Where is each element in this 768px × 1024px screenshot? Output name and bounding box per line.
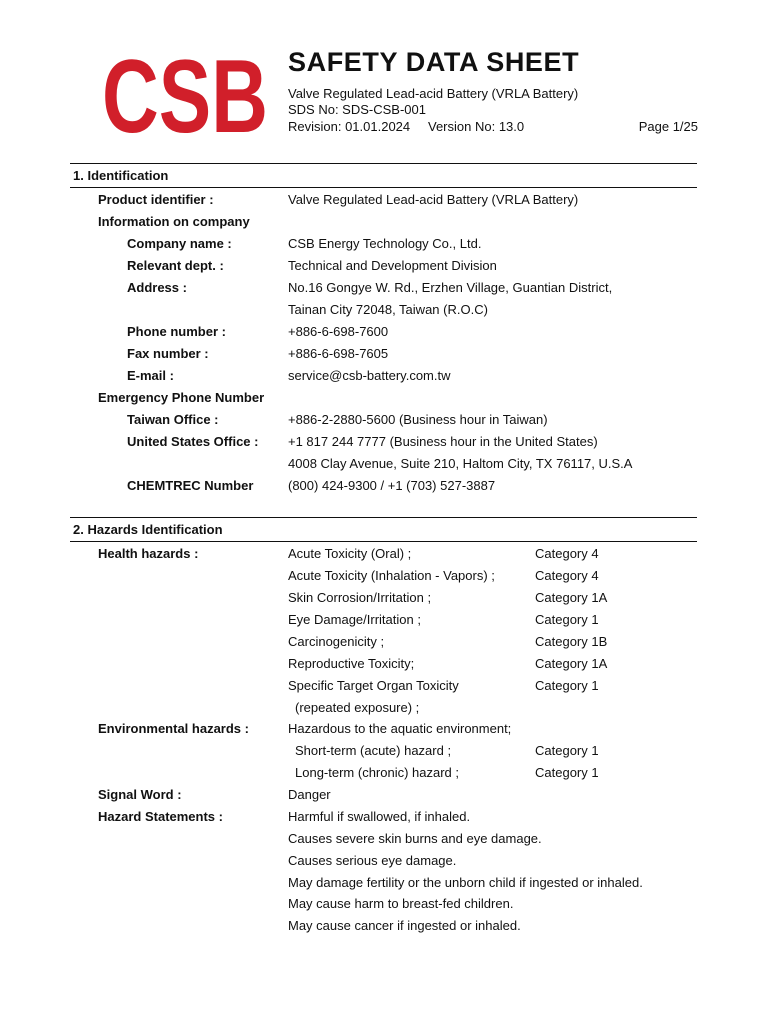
hazard-category: Category 4 — [535, 546, 599, 561]
hazard-row — [0, 743, 768, 765]
field-label: CHEMTREC Number — [127, 478, 254, 493]
hazard-row — [0, 700, 768, 722]
field-value: 4008 Clay Avenue, Suite 210, Haltom City, TX 76117, U.S.A — [288, 456, 633, 471]
hazard-class: (repeated exposure) ; — [295, 700, 420, 715]
sds-number: SDS No: SDS-CSB-001 — [288, 102, 426, 117]
hazard-row — [0, 612, 768, 634]
section-2-title: 2. Hazards Identification — [73, 522, 223, 537]
hazard-statement: May damage fertility or the unborn child if ingested or inhaled. — [288, 875, 643, 890]
field-label: Address : — [127, 280, 187, 295]
hazard-row — [0, 896, 768, 918]
version-number: Version No: 13.0 — [428, 119, 525, 134]
field-label: Company name : — [127, 236, 232, 251]
svg-text:CSB: CSB — [102, 39, 268, 155]
page-number: Page 1/25 — [638, 119, 698, 134]
hazard-category: Category 1B — [535, 634, 608, 649]
field-value: +886-6-698-7600 — [288, 324, 389, 339]
hazard-category: Category 1A — [535, 656, 608, 671]
field-label: Taiwan Office : — [127, 412, 219, 427]
section-divider — [70, 517, 697, 518]
field-label: Signal Word : — [98, 787, 182, 802]
field-value: Tainan City 72048, Taiwan (R.O.C) — [288, 302, 488, 317]
identification-row — [0, 478, 768, 500]
csb-logo — [102, 39, 268, 155]
hazard-class: Acute Toxicity (Oral) ; — [288, 546, 412, 561]
hazard-row — [0, 765, 768, 787]
hazard-row — [0, 546, 768, 568]
hazard-class: Specific Target Organ Toxicity — [288, 678, 459, 693]
product-name: Valve Regulated Lead-acid Battery (VRLA Battery) — [288, 86, 579, 101]
section-divider — [70, 187, 697, 188]
hazard-row — [0, 853, 768, 875]
hazard-statement: May cause cancer if ingested or inhaled. — [288, 918, 521, 933]
group-label: Information on company — [98, 214, 250, 229]
hazard-statement: May cause harm to breast-fed children. — [288, 896, 514, 911]
hazard-row — [0, 634, 768, 656]
email-value: service@csb-battery.com.tw — [288, 368, 451, 383]
hazard-class: Short-term (acute) hazard ; — [295, 743, 452, 758]
document-title: SAFETY DATA SHEET — [288, 47, 580, 77]
section-divider — [70, 163, 697, 164]
hazard-row — [0, 875, 768, 897]
identification-row — [0, 302, 768, 324]
identification-row — [0, 390, 768, 412]
field-label: Health hazards : — [98, 546, 199, 561]
hazard-class: Reproductive Toxicity; — [288, 656, 415, 671]
hazard-row — [0, 918, 768, 940]
hazard-statement: Harmful if swallowed, if inhaled. — [288, 809, 471, 824]
field-value: +1 817 244 7777 (Business hour in the United States) — [288, 434, 598, 449]
identification-row — [0, 456, 768, 478]
field-value: +886-2-2880-5600 (Business hour in Taiwan) — [288, 412, 548, 427]
hazard-class: Hazardous to the aquatic environment; — [288, 721, 512, 736]
field-label: Fax number : — [127, 346, 209, 361]
field-label: United States Office : — [127, 434, 259, 449]
hazard-row — [0, 809, 768, 831]
hazard-statement: Causes severe skin burns and eye damage. — [288, 831, 542, 846]
field-label: Hazard Statements : — [98, 809, 223, 824]
hazard-category: Category 1 — [535, 743, 599, 758]
hazard-row — [0, 678, 768, 700]
section-1-title: 1. Identification — [73, 168, 169, 183]
field-value: No.16 Gongye W. Rd., Erzhen Village, Guantian District, — [288, 280, 613, 295]
hazard-row — [0, 590, 768, 612]
field-value: Technical and Development Division — [288, 258, 497, 273]
hazard-row — [0, 787, 768, 809]
identification-row — [0, 346, 768, 368]
hazard-category: Category 1 — [535, 765, 599, 780]
field-label: Environmental hazards : — [98, 721, 249, 736]
section-divider — [70, 541, 697, 542]
field-value: (800) 424-9300 / +1 (703) 527-3887 — [288, 478, 496, 493]
hazard-row — [0, 721, 768, 743]
identification-row — [0, 258, 768, 280]
hazard-class: Acute Toxicity (Inhalation - Vapors) ; — [288, 568, 495, 583]
hazard-row — [0, 568, 768, 590]
hazard-class: Skin Corrosion/Irritation ; — [288, 590, 432, 605]
hazard-category: Category 1A — [535, 590, 608, 605]
identification-row — [0, 192, 768, 214]
field-label: E-mail : — [127, 368, 174, 383]
identification-row — [0, 236, 768, 258]
hazard-category: Category 1 — [535, 612, 599, 627]
identification-row — [0, 324, 768, 346]
field-value: CSB Energy Technology Co., Ltd. — [288, 236, 482, 251]
field-label: Product identifier : — [98, 192, 214, 207]
identification-row — [0, 368, 768, 390]
hazard-row — [0, 656, 768, 678]
hazard-class: Eye Damage/Irritation ; — [288, 612, 421, 627]
identification-row — [0, 214, 768, 236]
group-label: Emergency Phone Number — [98, 390, 265, 405]
revision-date: Revision: 01.01.2024 — [288, 119, 411, 134]
identification-row — [0, 412, 768, 434]
signal-word: Danger — [288, 787, 331, 802]
hazard-class: Carcinogenicity ; — [288, 634, 385, 649]
field-value: Valve Regulated Lead-acid Battery (VRLA Battery) — [288, 192, 579, 207]
hazard-row — [0, 831, 768, 853]
hazard-category: Category 1 — [535, 678, 599, 693]
field-label: Relevant dept. : — [127, 258, 224, 273]
identification-row — [0, 280, 768, 302]
field-label: Phone number : — [127, 324, 226, 339]
identification-row — [0, 434, 768, 456]
hazard-class: Long-term (chronic) hazard ; — [295, 765, 460, 780]
hazard-category: Category 4 — [535, 568, 599, 583]
field-value: +886-6-698-7605 — [288, 346, 389, 361]
hazard-statement: Causes serious eye damage. — [288, 853, 457, 868]
